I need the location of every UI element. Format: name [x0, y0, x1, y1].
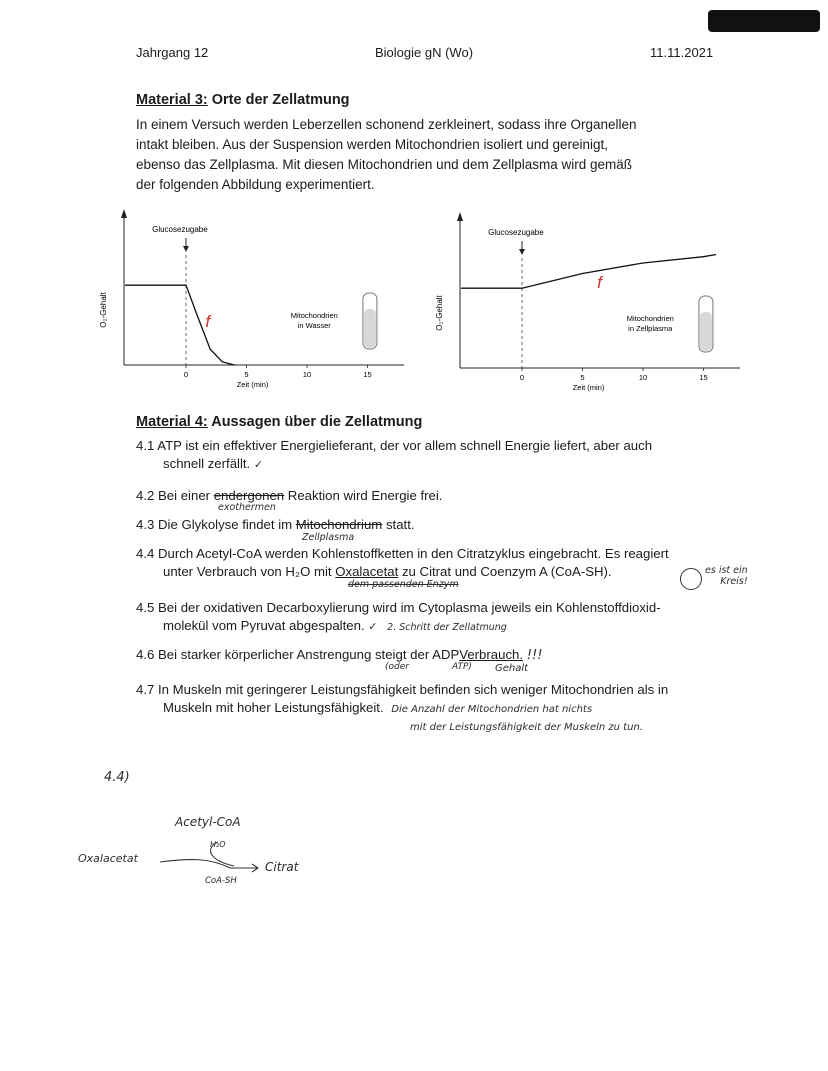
statement-4-4-post: zu Citrat und Coenzym A (CoA-SH). [398, 564, 612, 579]
statement-4-1-line2 [163, 455, 263, 474]
material3-line: In einem Versuch werden Leberzellen schonend zerkleinert, sodass ihre Organellen [136, 117, 637, 132]
correction-4-3: Zellplasma [302, 532, 355, 543]
material4-title [136, 414, 422, 430]
x-tick-label: 0 [519, 373, 525, 382]
data-point [461, 288, 462, 289]
data-point [521, 288, 522, 289]
statement-4-3 [136, 516, 415, 534]
header-grade: Jahrgang 12 [136, 45, 209, 60]
arrow-down-icon [183, 246, 189, 252]
material3-line: intakt bleiben. Aus der Suspension werden Mitochondrien isoliert und gereinigt, [136, 137, 609, 152]
statement-4-5-text: molekül vom Pyruvat abgespalten. [163, 618, 365, 633]
x-tick-label: 5 [244, 370, 249, 379]
statement-4-6 [136, 646, 543, 665]
chart-mitochondria-water [92, 205, 412, 400]
check-mark-icon: ✓ [368, 620, 378, 633]
statement-4-6-pre: 4.6 Bei starker körperlicher Anstrengung steigt der ADP [136, 647, 460, 662]
data-point [210, 349, 211, 350]
note-4-4 [705, 565, 748, 587]
correction-4-4: dem passenden Enzym [348, 579, 459, 590]
sketch-h2o: H₂O [210, 840, 226, 849]
handwritten-mark: f [205, 312, 211, 331]
annotation-line2: in Zellplasma [628, 324, 673, 333]
annotation-line2: in Wasser [297, 321, 331, 330]
material3-title-prefix: Material 3: [136, 92, 208, 108]
data-point [715, 254, 716, 255]
y-axis-label: O₂-Gehalt [435, 295, 444, 331]
sketch-acetyl-coa: Acetyl-CoA [175, 815, 241, 829]
series-line [126, 285, 235, 365]
check-mark-icon: ✓ [253, 458, 264, 471]
statement-4-5-line1: 4.5 Bei der oxidativen Decarboxylierung wird im Cytoplasma jeweils ein Kohlenstoffdioxid- [136, 600, 661, 615]
note-4-6-oder: (oder [385, 662, 409, 672]
arrow-down-icon [519, 249, 525, 255]
note-4-4-line2: Kreis! [720, 576, 748, 587]
sketch-label: 4.4) [104, 770, 130, 785]
x-axis-label: Zeit (min) [236, 380, 269, 389]
data-point [642, 262, 643, 263]
statement-4-2-struck: endergonen [213, 488, 285, 503]
statement-4-3-pre: 4.3 Die Glykolyse findet im [136, 517, 296, 532]
statement-4-7-line2 [163, 699, 592, 719]
glucose-label: Glucosezugabe [488, 228, 544, 237]
y-axis-label: O₂-Gehalt [99, 292, 108, 328]
statement-4-7-text: Muskeln mit hoher Leistungsfähigkeit. [163, 700, 384, 715]
statement-4-4-struck: Oxalacetat [335, 564, 399, 579]
x-tick-label: 15 [363, 370, 372, 379]
sketch-citrat: Citrat [265, 860, 299, 874]
statement-4-3-post: statt. [382, 517, 415, 532]
data-point [198, 317, 199, 318]
material4-title-rest: Aussagen über die Zellatmung [207, 414, 423, 430]
material4-title-prefix: Material 4: [136, 414, 208, 430]
note-4-6-gehalt: Gehalt [495, 663, 529, 674]
statement-4-4-line1: 4.4 Durch Acetyl-CoA werden Kohlenstoffketten in den Citratzyklus eingebracht. Es reagiert [136, 546, 669, 561]
redacted-name-bar [708, 10, 820, 32]
note-4-5: 2. Schritt der Zellatmung [387, 622, 507, 633]
statement-4-7-line1: 4.7 In Muskeln mit geringerer Leistungsfähigkeit befinden sich weniger Mitochondrien als in [136, 682, 669, 697]
glucose-label: Glucosezugabe [152, 225, 208, 234]
statement-4-6-underlined: Verbrauch. [459, 647, 524, 662]
test-tube-liquid [700, 312, 712, 351]
note-4-4-line1: es ist ein [705, 565, 748, 576]
data-point [234, 364, 235, 365]
statement-4-3-struck: Mitochondrium [295, 517, 383, 532]
material3-line: ebenso das Zellplasma. Mit diesen Mitochondrien und dem Zellplasma wird gemäß [136, 157, 632, 172]
arrow-right-icon [230, 864, 258, 872]
x-tick-label: 5 [580, 373, 585, 382]
test-tube-liquid [364, 309, 376, 348]
note-4-6-atp: ATP) [452, 662, 472, 672]
cycle-circle-icon [680, 568, 702, 590]
y-axis-arrow-icon [457, 212, 463, 221]
statement-4-1-text: schnell zerfällt. [163, 456, 251, 471]
header-date: 11.11.2021 [650, 45, 714, 60]
material3-title [136, 92, 350, 108]
data-point [582, 273, 583, 274]
statement-4-1-line1: 4.1 ATP ist ein effektiver Energielieferant, der vor allem schnell Energie liefert, aber auch [136, 438, 653, 453]
sketch-coa: CoA-SH [205, 876, 237, 886]
chart-mitochondria-cytoplasm [428, 208, 758, 403]
data-point [125, 285, 126, 286]
annotation-line1: Mitochondrien [290, 311, 338, 320]
statement-4-6-marks: !!! [526, 648, 543, 663]
sketch-oxalacetat: Oxalacetat [78, 852, 138, 865]
material3-title-rest: Orte der Zellatmung [207, 92, 350, 108]
note-4-7-line1: Die Anzahl der Mitochondrien hat nichts [391, 704, 593, 715]
material3-text [136, 115, 776, 195]
y-axis-arrow-icon [121, 209, 127, 218]
sketch-reaction-arrows [150, 830, 270, 880]
statement-4-4-pre: unter Verbrauch von H₂O mit [163, 564, 336, 579]
statement-4-2-post: Reaktion wird Energie frei. [284, 488, 443, 503]
x-tick-label: 10 [302, 370, 312, 379]
annotation-line1: Mitochondrien [626, 314, 674, 323]
correction-4-2: exothermen [218, 502, 276, 513]
statement-4-2-pre: 4.2 Bei einer [136, 488, 214, 503]
data-point [185, 285, 186, 286]
note-4-7-line2: mit der Leistungsfähigkeit der Muskeln zu tun. [410, 722, 643, 733]
x-tick-label: 15 [699, 373, 708, 382]
x-tick-label: 0 [183, 370, 189, 379]
data-point [703, 256, 704, 257]
data-point [222, 361, 223, 362]
handwritten-mark: f [597, 273, 602, 292]
series-line [462, 255, 716, 289]
statement-4-5-line2 [163, 617, 507, 637]
header-course: Biologie gN (Wo) [375, 45, 474, 60]
x-tick-label: 10 [638, 373, 648, 382]
material3-line: der folgenden Abbildung experimentiert. [136, 177, 375, 192]
x-axis-label: Zeit (min) [572, 383, 605, 392]
statement-4-2 [136, 487, 442, 505]
